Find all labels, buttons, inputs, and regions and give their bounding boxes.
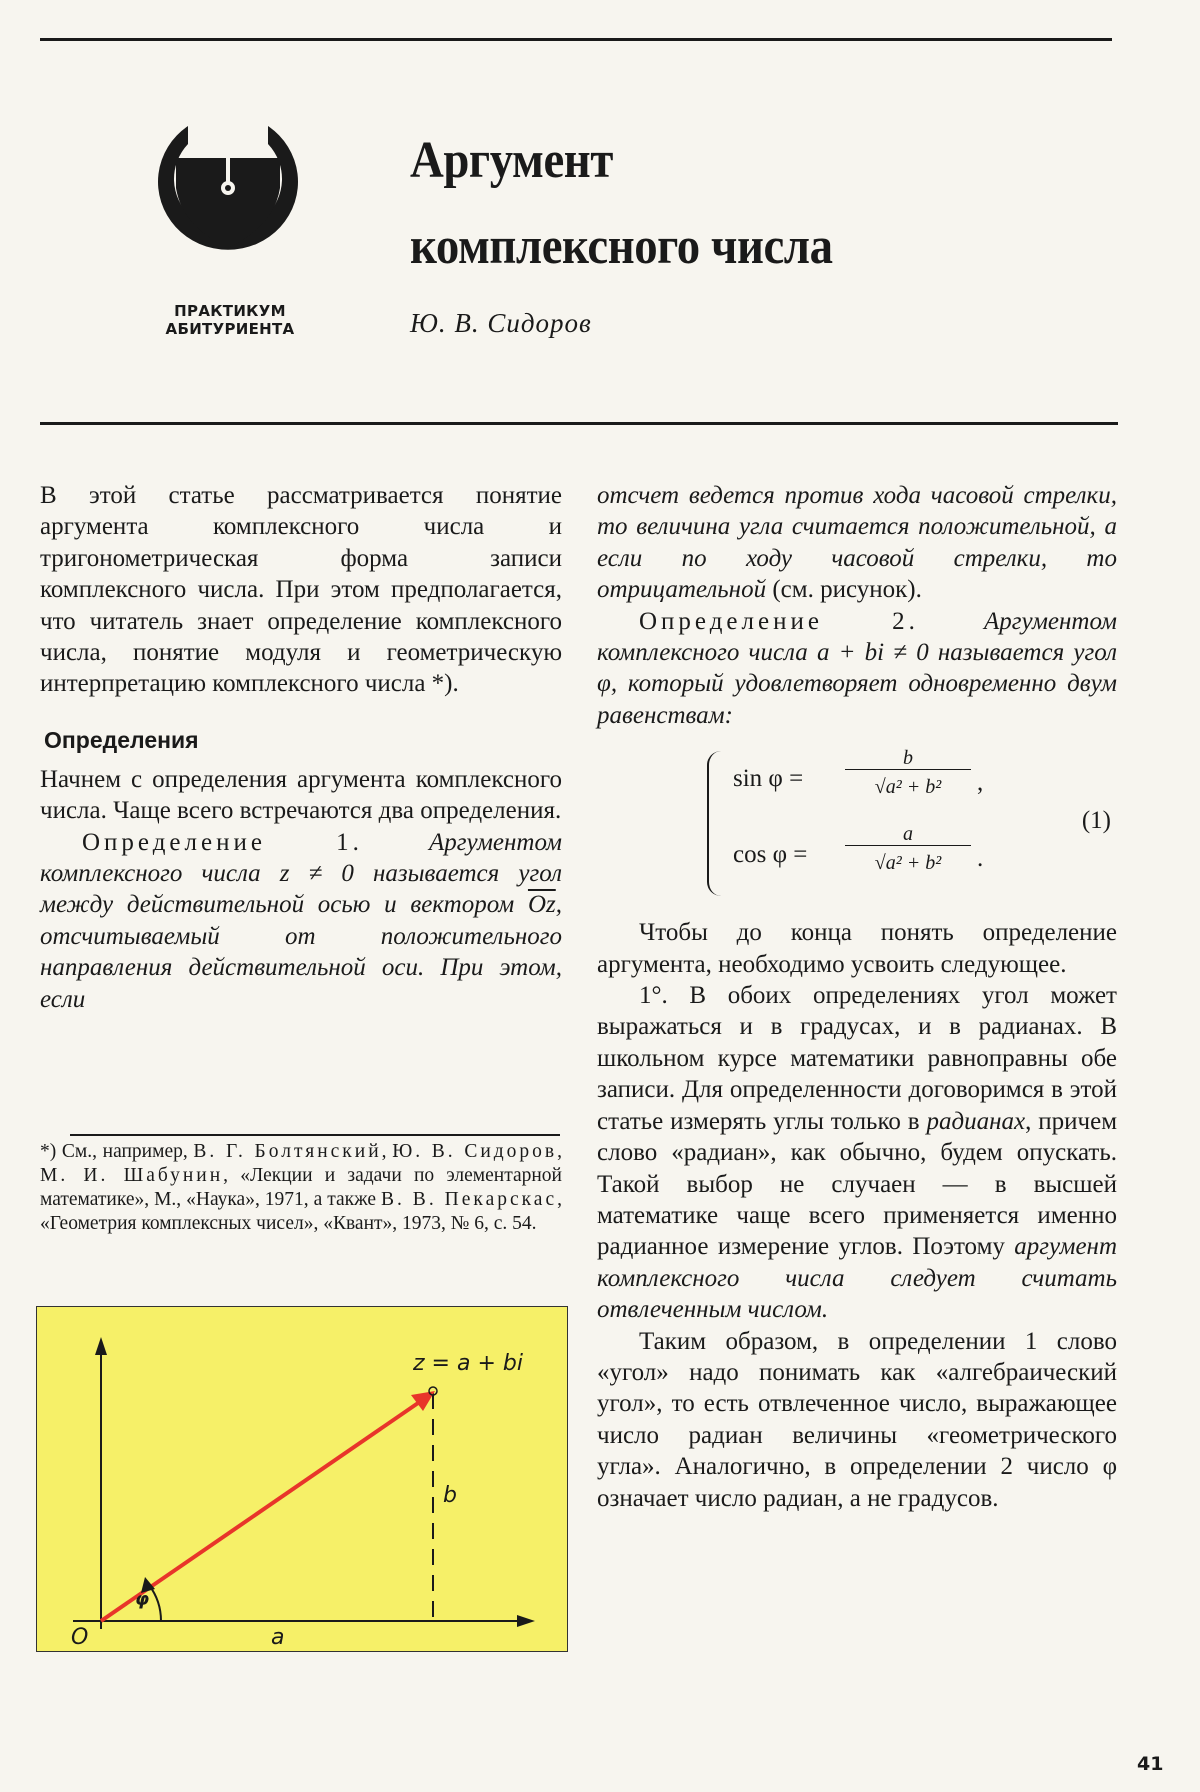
title-line1: Аргумент [410,132,613,189]
imag-axis-arrow-icon [95,1337,107,1355]
definition1-text-a: Аргументом комплексного числа z ≠ 0 называется угол между действительной осью и вектором [40,828,562,919]
footnote-source2: , «Геометрия комплексных чисел», «Квант», 1973, № 6, с. 54. [40,1189,562,1234]
definition2-text: Аргументом комплексного числа a + bi ≠ 0 называется угол φ, который удовлетворяет одновременно двум равенствам: [597,607,1117,729]
point1-text-c: , причем слово «радиан», как обычно, будем опускать. Такой выбор не случаен — в высшей математике чаще всего применяется именно радианное измерение углов. Поэтому [597,1107,1118,1261]
understand-paragraph: Чтобы до конца понять определение аргумента, необходимо усвоить следующее. [597,919,1117,978]
footnote [40,1140,562,1236]
point1-text-b: радианах [926,1107,1026,1135]
footnote-author2: Ю. В. Сидоров [392,1141,558,1162]
phi-label: φ [135,1589,150,1610]
definition2-label: Определение 2. [639,607,919,635]
definition1-text-d: (см. рисунок). [766,576,922,604]
definition2-paragraph [597,606,1117,732]
argument-figure [36,1306,568,1652]
b-label: b [443,1483,457,1508]
footnote-rule [70,1134,560,1136]
origin-label: O [71,1625,89,1650]
cos-end: . [977,845,984,873]
point-label: z = a + bi [413,1351,523,1376]
footnote-sep2: , [557,1141,563,1162]
footnote-author1: В. Г. Болтянский [193,1141,382,1162]
magazine-section-logo [148,118,308,263]
definition1-text-b: , отсчитываемый от положительного направления действительной оси. При этом, если [40,891,562,1013]
definitions-intro: Начнем с определения аргумента комплексного числа. Чаще всего встречаются два определения. [40,765,562,825]
right-column [597,480,1117,1514]
cos-denominator: √a² + b² [845,845,971,879]
page-number: 41 [1137,1753,1164,1775]
title-line2: комплексного числа [410,218,833,275]
equation-system [597,743,1117,903]
a-label: a [271,1625,285,1650]
left-column [40,480,562,1015]
definition1-text-c: отсчет ведется против хода часовой стрелки, то величина угла считается положительной, а если по ходу часовой стрелки, то отрицательной [597,482,1117,604]
logo-caption-line2: АБИТУРИЕНТА [165,320,295,338]
vector-oz: $\overline{Oz}$ [527,891,556,919]
definition1-paragraph [40,827,562,1015]
equation-number: (1) [1081,807,1111,835]
cos-equation [733,839,807,870]
top-rule [40,38,1112,41]
sin-fraction [845,743,971,803]
footnote-source1: , «Лекции и задачи по элементарной математике», М., «Наука», 1971, а также [40,1165,562,1210]
footnote-author3: М. И. Шабунин [40,1165,224,1186]
pen-nib-icon [148,118,308,263]
definition1-label: Определение 1. [82,828,363,856]
footnote-text: *) См., например, [40,1141,194,1162]
angle-arc [149,1585,161,1621]
sin-numerator: b [903,747,913,770]
cos-lhs: cos φ = [733,841,808,869]
sin-lhs: sin φ = [733,765,804,793]
definition1-continuation [597,480,1117,606]
footnote-author4: В. В. Пекарскас [380,1189,558,1210]
cos-fraction [845,819,971,879]
cos-numerator: a [903,823,913,846]
sin-equation [733,763,803,794]
article-title [410,118,1040,290]
section-heading: Определения [44,726,199,753]
system-brace [707,751,723,896]
logo-caption-line1: ПРАКТИКУМ [174,302,286,320]
logo-caption [150,302,310,338]
sin-end: , [977,769,984,797]
point1-paragraph [597,980,1117,1325]
real-axis-arrow-icon [517,1615,535,1627]
author: Ю. В. Сидоров [410,308,592,338]
thus-paragraph: Таким образом, в определении 1 слово «угол» надо понимать как «алгебраический угол», то есть отвлеченное число, выражающее число радиан величины «геометрического угла». Аналогично, в определении 2 число φ означает число радиан, а не градусов. [597,1327,1117,1512]
sin-denominator: √a² + b² [845,769,971,803]
footnote-sep1: , [381,1141,393,1162]
header-rule [40,422,1118,425]
intro-paragraph: В этой статье рассматривается понятие аргумента комплексного числа и тригонометрическая форма записи комплексного числа. При этом предполагается, что читатель знает определение комплексного числа, понятие модуля и геометрическую интерпретацию комплексного числа *). [40,482,562,698]
point1-text-a: 1°. В обоих определениях угол может выражаться и в градусах, и в радианах. В школьном курсе математики равноправны обе записи. Для определенности договоримся в этой статье измерять углы только в [597,982,1117,1135]
point1-text-d: аргумент комплексного числа следует считать отвлеченным числом. [597,1233,1117,1324]
